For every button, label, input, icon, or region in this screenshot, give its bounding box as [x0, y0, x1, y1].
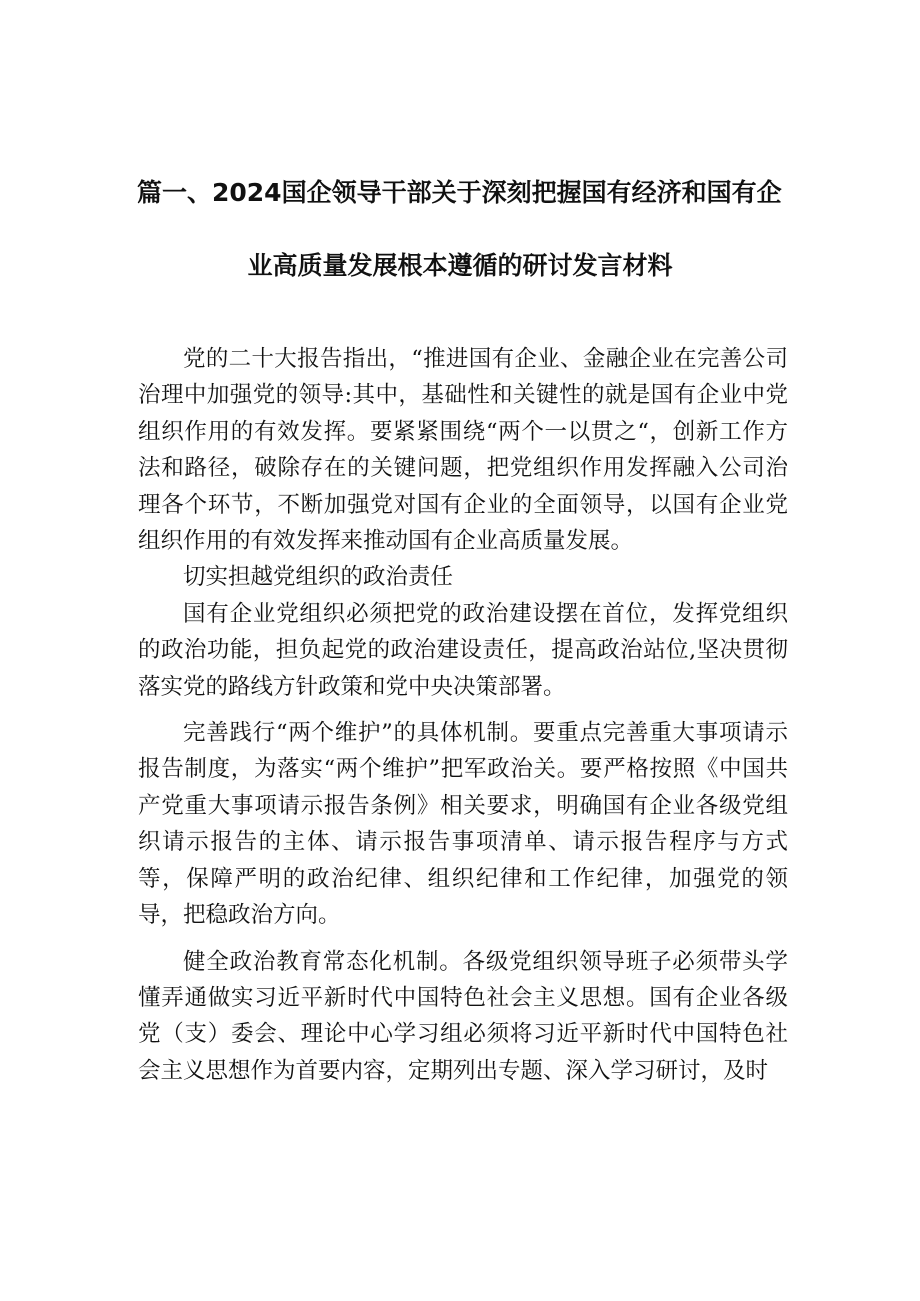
paragraph-two-safeguards: 完善践行“两个维护”的具体机制。要重点完善重大事项请示报告制度，为落实“两个维护”把军政治关。要严格按照《中国共产党重大事项请示报告条例》相关要求，明确国有企业各级党组织请示报告的主体、请示报告事项清单、请示报告程序与方式等，保障严明的政治纪律、组织纪律和工作纪律，加强党的领导，把稳政治方向。 [138, 720, 788, 929]
document-title-line-1: 篇一、2024国企领导干部关于深刻把握国有经济和国有企 [137, 178, 782, 207]
document-title-line-2: 业高质量发展根本遵循的研讨发言材料 [247, 251, 673, 280]
document-body [138, 341, 788, 1089]
paragraph-intro: 党的二十大报告指出，“推进国有企业、金融企业在完善公司治理中加强党的领导:其中，基础性和关键性的就是国有企业中党组织作用的有效发挥。要紧紧围绕“两个一以贯之“，创新工作方法和路径，破除存在的关键问题，把党组织作用发挥融入公司治理各个环节，不断加强党对国有企业的全面领导，以国有企业党组织作用的有效发挥来推动国有企业高质量发展。 [138, 346, 788, 555]
section-heading: 切实担越党组织的政治责任 [183, 564, 454, 591]
paragraph-political-education: 健全政治教育常态化机制。各级党组织领导班子必须带头学懂弄通做实习近平新时代中国特色社会主义思想。国有企业各级党（支）委会、理论中心学习组必须将习近平新时代中国特色社会主义思想作为首要内容，定期列出专题、深入学习研讨，及时 [138, 948, 788, 1084]
paragraph-political-responsibility: 国有企业党组织必须把党的政治建设摆在首位，发挥党组织的政治功能，担负起党的政治建设责任，提高政治站位,坚决贯彻落实党的路线方针政策和党中央决策部署。 [138, 600, 788, 700]
